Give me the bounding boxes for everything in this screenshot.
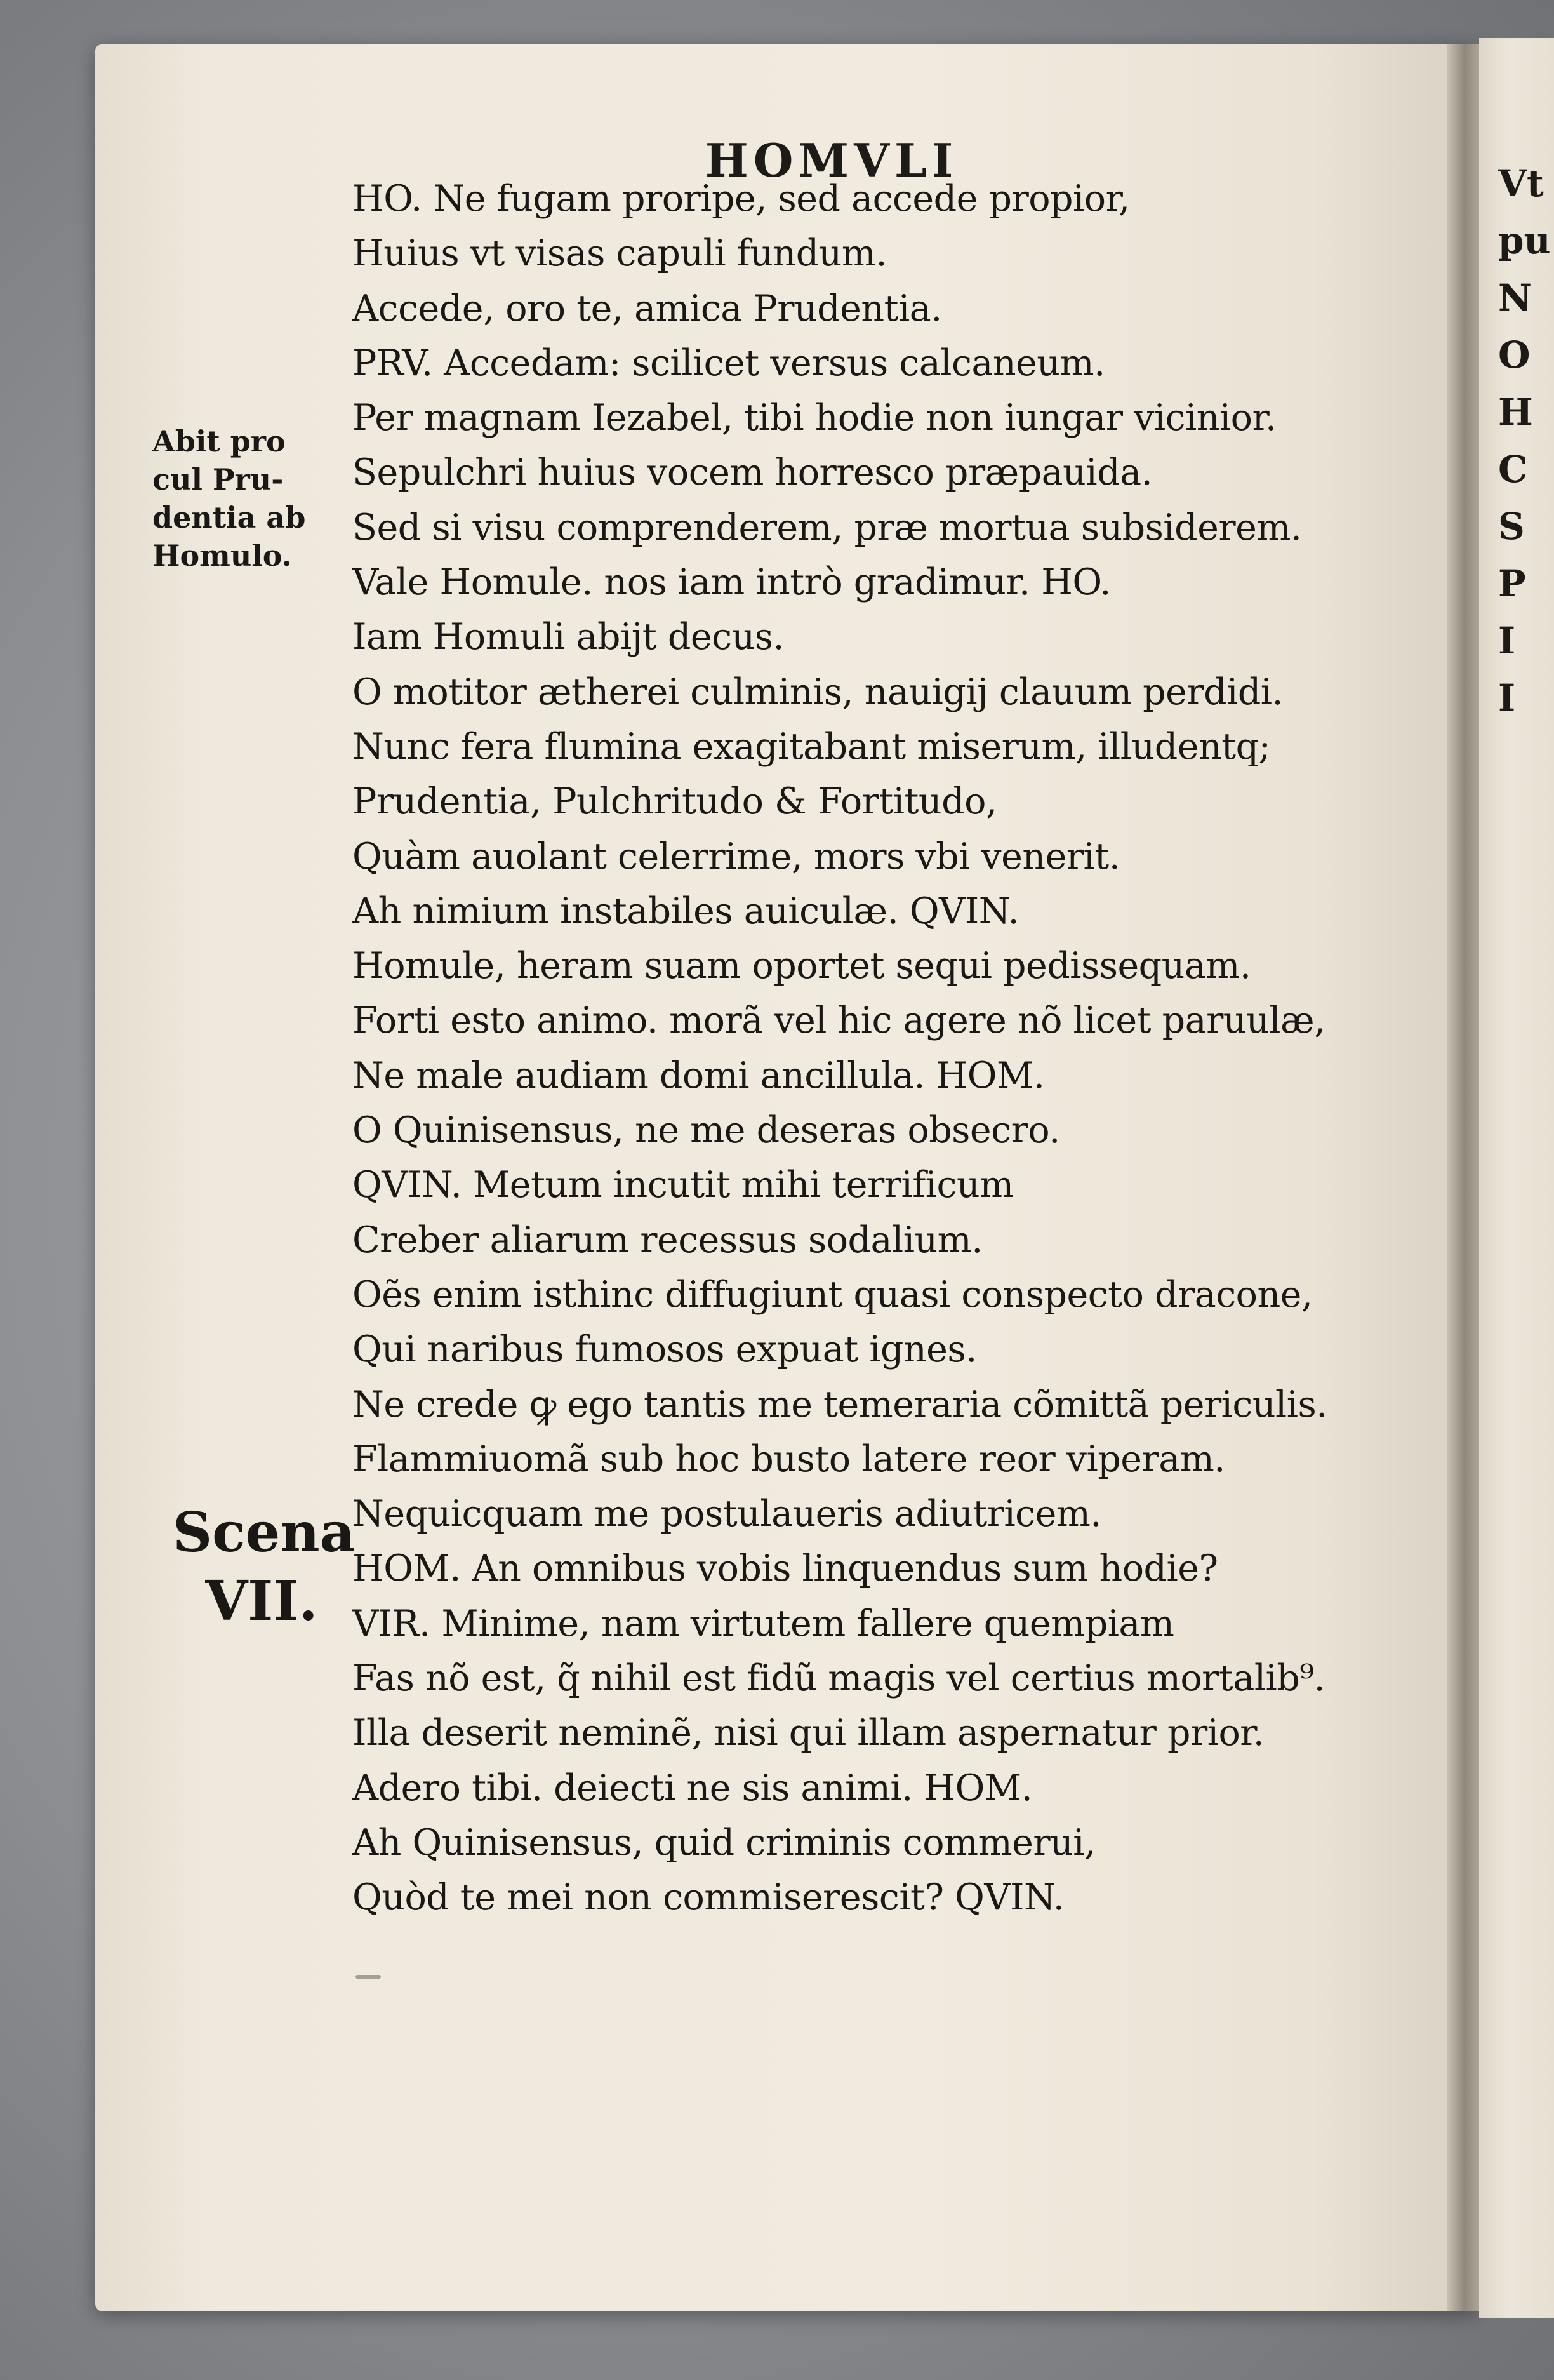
text-line: Quòd te mei non commiserescit? QVIN. bbox=[352, 1876, 1065, 1919]
text-line: Creber aliarum recessus sodalium. bbox=[352, 1219, 983, 1261]
facing-page-edge bbox=[1479, 38, 1554, 2318]
text-line: Ne crede ꝙ ego tantis me temeraria cõmittã periculis. bbox=[352, 1383, 1327, 1426]
facing-page-fragment: H bbox=[1498, 391, 1533, 434]
text-line: Oẽs enim isthinc diffugiunt quasi conspecto dracone, bbox=[352, 1273, 1313, 1316]
text-line: Sed si visu comprenderem, præ mortua subsiderem. bbox=[352, 506, 1302, 549]
text-line: Accede, oro te, amica Prudentia. bbox=[352, 287, 942, 330]
facing-page-fragment: N bbox=[1498, 276, 1532, 319]
text-line: Ah nimium instabiles auiculæ. QVIN. bbox=[352, 890, 1019, 932]
text-line: Illa deserit neminẽ, nisi qui illam aspernatur prior. bbox=[352, 1712, 1265, 1755]
facing-page-fragment: I bbox=[1498, 619, 1516, 662]
margin-note-line: cul Pru- bbox=[152, 462, 284, 497]
facing-page-fragment: Vt bbox=[1498, 162, 1544, 205]
text-line: QVIN. Metum incutit mihi terrificum bbox=[352, 1164, 1014, 1207]
text-line: Flammiuomã sub hoc busto latere reor viperam. bbox=[352, 1438, 1225, 1480]
text-line: Vale Homule. nos iam intrò gradimur. HO. bbox=[352, 561, 1111, 604]
text-line: Nunc fera flumina exagitabant miserum, illudentq; bbox=[352, 725, 1271, 768]
running-head: HOMVLI bbox=[705, 133, 959, 187]
text-line: Prudentia, Pulchritudo & Fortitudo, bbox=[352, 780, 997, 823]
facing-page-fragment: O bbox=[1498, 333, 1531, 377]
facing-page-fragment: S bbox=[1498, 505, 1525, 548]
text-line: PRV. Accedam: scilicet versus calcaneum. bbox=[352, 342, 1105, 384]
ink-speck bbox=[355, 1975, 381, 1979]
text-line: Forti esto animo. morã vel hic agere nõ licet paruulæ, bbox=[352, 999, 1325, 1042]
text-line: O Quinisensus, ne me deseras obsecro. bbox=[352, 1109, 1060, 1152]
text-line: Ne male audiam domi ancillula. HOM. bbox=[352, 1054, 1045, 1097]
scene-label-word: Scena bbox=[173, 1501, 355, 1565]
text-line: HO. Ne fugam proripe, sed accede propior, bbox=[352, 178, 1130, 220]
scene-label bbox=[173, 1499, 355, 1636]
margin-note bbox=[152, 422, 343, 575]
text-line: Huius vt visas capuli fundum. bbox=[352, 232, 887, 275]
margin-note-line: Abit pro bbox=[152, 424, 286, 458]
text-line: Qui naribus fumosos expuat ignes. bbox=[352, 1328, 977, 1371]
text-line: Ah Quinisensus, quid criminis commerui, bbox=[352, 1821, 1096, 1864]
facing-page-fragment: P bbox=[1498, 562, 1526, 605]
facing-page-fragment: C bbox=[1498, 448, 1528, 491]
text-line: Iam Homuli abijt decus. bbox=[352, 616, 785, 659]
text-line: Homule, heram suam oportet sequi pedissequam. bbox=[352, 945, 1251, 987]
text-line: HOM. An omnibus vobis linquendus sum hodie? bbox=[352, 1548, 1218, 1590]
text-line: Nequicquam me postulaueris adiutricem. bbox=[352, 1493, 1102, 1535]
facing-page-fragment: pu bbox=[1498, 219, 1551, 262]
margin-note-line: dentia ab bbox=[152, 500, 306, 535]
text-line: Sepulchri huius vocem horresco præpauida. bbox=[352, 451, 1153, 494]
text-line: Adero tibi. deiecti ne sis animi. HOM. bbox=[352, 1767, 1033, 1809]
margin-note-line: Homulo. bbox=[152, 538, 292, 573]
verse-text-block bbox=[352, 171, 1387, 1925]
facing-page-fragment: I bbox=[1498, 676, 1516, 719]
text-line: O motitor ætherei culminis, nauigij clauum perdidi. bbox=[352, 671, 1284, 713]
text-line: Per magnam Iezabel, tibi hodie non iungar vicinior. bbox=[352, 397, 1277, 439]
scene-label-number: VII. bbox=[205, 1569, 318, 1633]
text-line: Fas nõ est, q̃ nihil est fidũ magis vel certius mortalib⁹. bbox=[352, 1657, 1325, 1700]
text-line: Quàm auolant celerrime, mors vbi venerit. bbox=[352, 835, 1120, 878]
text-line: VIR. Minime, nam virtutem fallere quempiam bbox=[352, 1602, 1174, 1645]
